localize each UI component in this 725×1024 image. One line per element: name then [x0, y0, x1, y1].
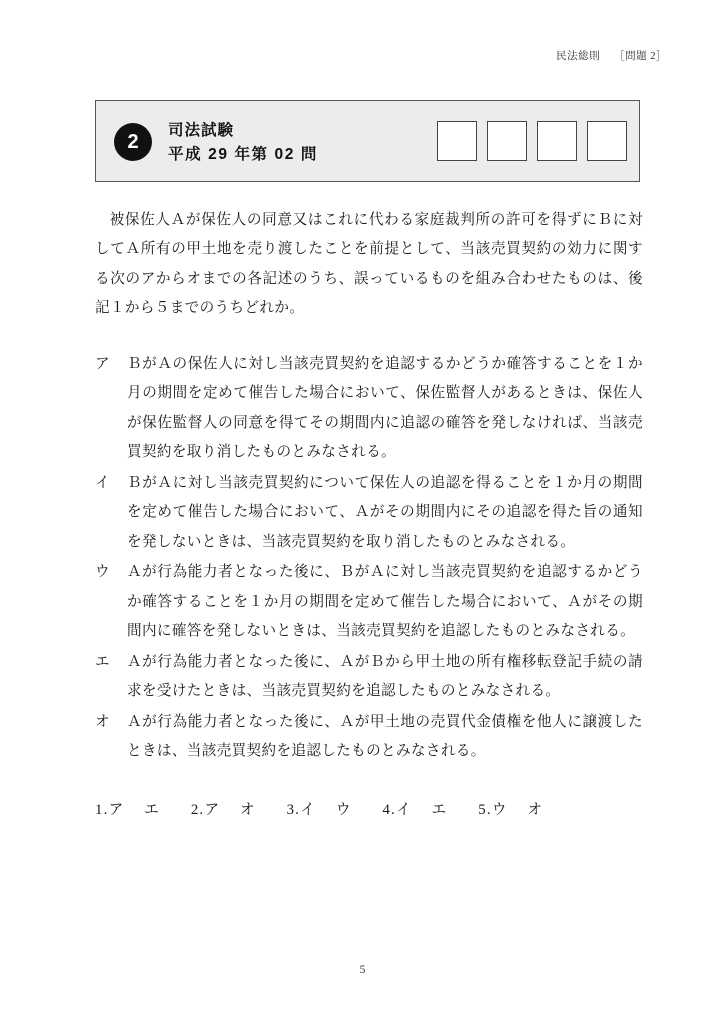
statement-marker: ア [95, 355, 110, 372]
answer-box[interactable] [487, 121, 527, 161]
answer-choices [95, 796, 643, 826]
question-title [168, 119, 318, 167]
list-item [95, 708, 643, 767]
answer-choice-1[interactable] [95, 802, 162, 818]
exam-year-question: 平成 29 年第 02 問 [168, 146, 319, 164]
answer-choice-number: 2. [190, 802, 205, 819]
statement-list [95, 350, 643, 767]
list-item [95, 648, 643, 707]
statement-text: Ａが行為能力者となった後に、ＢがＡに対し当該売買契約を追認するかどうか確答することを１か月の期間を定めて催告した場合において、Ａがその期間内に確答を発しないときは、当該売買契約を追認したものとみなされる。 [127, 564, 643, 640]
statement-marker: ウ [95, 564, 110, 581]
answer-choice-value: ア オ [204, 802, 258, 819]
statement-text: Ａが行為能力者となった後に、Ａが甲土地の売買代金債権を他人に譲渡したときは、当該売買契約を追認したものとみなされる。 [127, 713, 643, 759]
list-item [95, 469, 643, 557]
answer-box[interactable] [437, 121, 477, 161]
answer-choice-4[interactable] [382, 802, 449, 818]
answer-choice-value: ア エ [108, 802, 162, 819]
statement-marker: イ [95, 474, 110, 491]
statement-marker: オ [95, 713, 110, 730]
answer-choice-5[interactable] [478, 802, 545, 818]
answer-choice-value: イ ウ [300, 802, 354, 819]
question-lead-paragraph: 被保佐人Ａが保佐人の同意又はこれに代わる家庭裁判所の許可を得ずにＢに対してＡ所有の甲土地を売り渡したことを前提として、当該売買契約の効力に関する次のアからオまでの各記述のうち、誤っているものを組み合わせたものは、後記１から５までのうちどれか。 [95, 212, 643, 317]
question-body [95, 206, 643, 826]
answer-boxes [437, 121, 627, 161]
list-item [95, 350, 643, 468]
answer-choice-number: 5. [478, 802, 492, 819]
answer-choice-number: 3. [286, 802, 301, 819]
answer-choice-number: 4. [382, 802, 396, 819]
statement-text: ＢがＡの保佐人に対し当該売買契約を追認するかどうか確答することを１か月の期間を定めて催告した場合において、保佐監督人があるときは、保佐人が保佐監督人の同意を得てその期間内に追認の確答を発しなければ、当該売買契約を取り消したものとみなされる。 [127, 355, 643, 461]
running-header-question-ref: ［問題 2］ [614, 51, 667, 62]
answer-box[interactable] [587, 121, 627, 161]
question-number-badge: 2 [114, 123, 152, 161]
answer-choice-value: ウ オ [491, 802, 546, 819]
answer-box[interactable] [537, 121, 577, 161]
running-header-subject: 民法総則 [556, 51, 601, 62]
statement-marker: エ [95, 653, 110, 670]
answer-choice-3[interactable] [287, 802, 354, 818]
running-header [556, 48, 667, 63]
question-title-band [95, 100, 640, 182]
page-number: 5 [359, 964, 366, 976]
statement-text: Ａが行為能力者となった後に、ＡがＢから甲土地の所有権移転登記手続の請求を受けたときは、当該売買契約を追認したものとみなされる。 [127, 653, 643, 700]
answer-choice-value: イ エ [395, 802, 450, 819]
exam-name: 司法試験 [168, 122, 235, 139]
answer-choice-number: 1. [95, 802, 109, 819]
list-item [95, 558, 643, 646]
answer-choice-2[interactable] [191, 802, 258, 818]
statement-text: ＢがＡに対し当該売買契約について保佐人の追認を得ることを１か月の期間を定めて催告した場合において、Ａがその期間内にその追認を得た旨の通知を発しないときは、当該売買契約を取り消したものとみなされる。 [127, 474, 643, 550]
